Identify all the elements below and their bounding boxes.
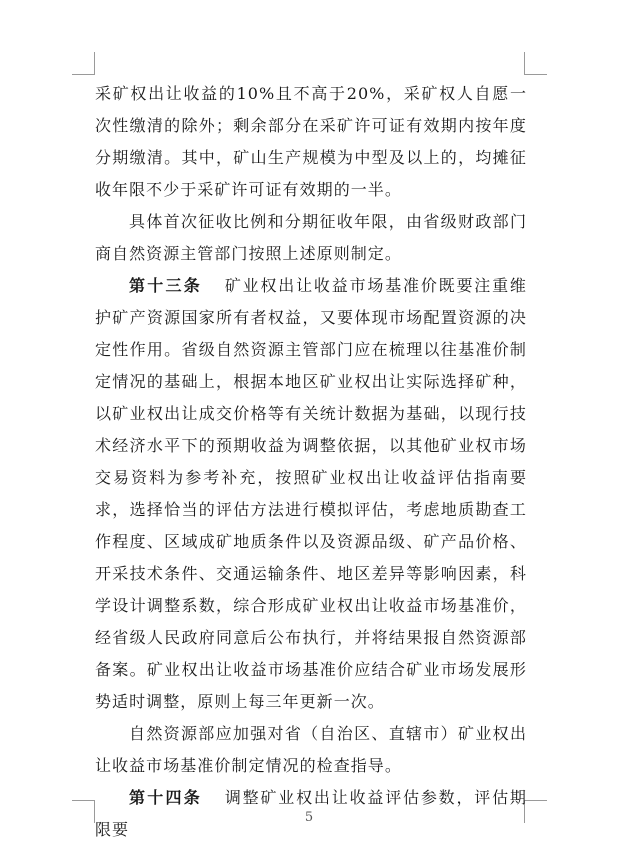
article-13 <box>95 270 527 718</box>
paragraph-text: 具体首次征收比例和分期征收年限，由省级财政部门商自然资源主管部门按照上述原则制定。 <box>95 212 527 263</box>
page-number: 5 <box>304 810 314 825</box>
paragraph-text: 采矿权出让收益的10%且不高于20%，采矿权人自愿一次性缴清的除外；剩余部分在采矿许可证有效期内按年度分期缴清。其中，矿山生产规模为中型及以上的，均摊征收年限不少于采矿许可证有效期的一半。 <box>95 84 527 199</box>
paragraph-text: 调整矿业权出让收益评估参数，评估期限要 <box>95 788 527 839</box>
paragraph-text: 矿业权出让收益市场基准价既要注重维护矿产资源国家所有者权益，又要体现市场配置资源的决定性作用。省级自然资源主管部门应在梳理以往基准价制定情况的基础上，根据本地区矿业权出让实际选择矿种，以矿业权出让成交价格等有关统计数据为基础，以现行技术经济水平下的预期收益为调整依据，以其他矿业权市场交易资料为参考补充，按照矿业权出让收益评估指南要求，选择恰当的评估方法进行模拟评估，考虑地质勘查工作程度、区域成矿地质条件以及资源品级、矿产品价格、开采技术条件、交通运输条件、地区差异等影响因素，科学设计调整系数，综合形成矿业权出让收益市场基准价，经省级人民政府同意后公布执行，并将结果报自然资源部备案。矿业权出让收益市场基准价应结合矿业市场发展形势适时调整，原则上每三年更新一次。 <box>95 276 527 711</box>
article-number: 第十四条 <box>129 788 203 807</box>
paragraph-1 <box>95 78 527 206</box>
article-number: 第十三条 <box>129 276 203 295</box>
crop-mark-top-left <box>72 52 95 75</box>
document-body <box>95 78 527 846</box>
paragraph-2 <box>95 206 527 270</box>
crop-mark-top-right <box>524 52 547 75</box>
paragraph-4 <box>95 718 527 782</box>
paragraph-text: 自然资源部应加强对省（自治区、直辖市）矿业权出让收益市场基准价制定情况的检查指导。 <box>95 724 527 775</box>
